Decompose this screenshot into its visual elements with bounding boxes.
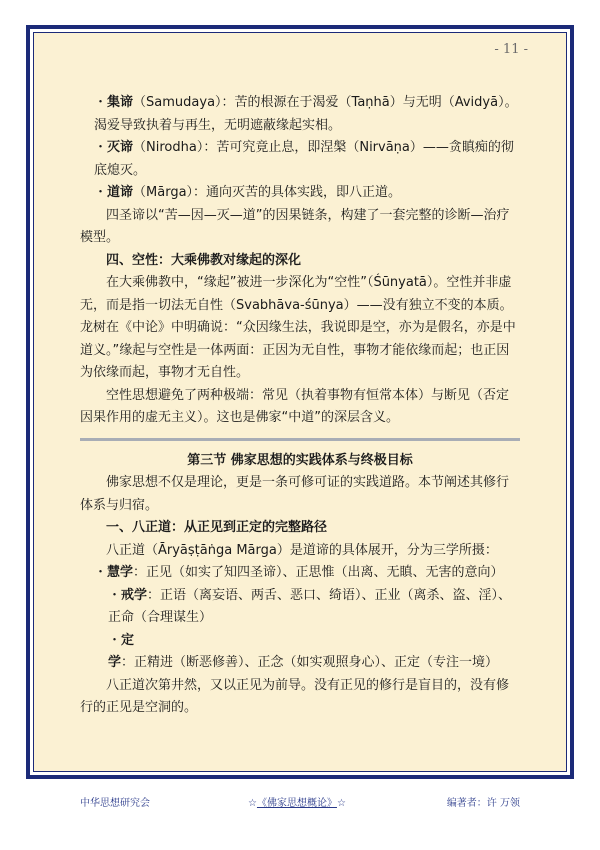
star-icon: ☆	[336, 798, 346, 809]
section-divider	[80, 438, 520, 441]
footer-book-title	[248, 794, 346, 809]
bullet-dot: ・	[94, 140, 108, 155]
text-wisdom: ：正见（如实了知四圣谛）、正思惟（出离、无瞋、无害的意向）	[133, 565, 504, 580]
bullet-marga	[80, 182, 520, 205]
page-content	[80, 92, 520, 720]
term-samudaya: 集谛	[107, 95, 134, 110]
term-wisdom: 慧学	[107, 565, 134, 580]
text-samadhi: ：正精进（断恶修善）、正念（如实观照身心）、正定（专注一境）	[121, 655, 499, 670]
paragraph-four-truths-summary: 四圣谛以“苦—因—灭—道”的因果链条，构建了一套完整的诊断—治疗模型。	[80, 207, 510, 245]
term-nirodha: 灭谛	[107, 140, 134, 155]
footer-book-title-text: 《佛家思想概论》	[256, 798, 337, 809]
text-nirodha: （Nirodha）：苦可究竟止息，即涅槃（Nirvāṇa）——贪瞋痴的彻底熄灭。	[94, 140, 514, 178]
bullet-samudaya	[80, 92, 520, 137]
footer-author: 编著者：许 万领	[446, 798, 520, 809]
page-footer	[80, 794, 520, 812]
text-marga: （Mārga）：通向灭苦的具体实践，即八正道。	[133, 185, 402, 200]
bullet-dot: ・	[94, 95, 108, 110]
bullet-dot: ・	[108, 632, 122, 648]
bullet-samadhi	[80, 630, 520, 675]
footer-organization: 中华思想研究会	[80, 798, 150, 809]
bullet-wisdom	[80, 562, 520, 585]
term-ethics: 戒学	[121, 587, 148, 603]
bullet-dot: ・	[94, 565, 108, 580]
heading-emptiness: 四、空性：大乘佛教对缘起的深化	[106, 252, 302, 268]
term-samadhi: 定学	[108, 632, 135, 670]
paragraph-section-intro: 佛家思想不仅是理论，更是一条可修可证的实践道路。本节阐述其修行体系与归宿。	[80, 475, 510, 513]
heading-eightfold-path: 一、八正道：从正见到正定的完整路径	[106, 520, 328, 535]
paragraph-eightfold-path: 八正道（Āryāṣṭāṅga Mārga）是道谛的具体展开，分为三学所摄：	[106, 542, 498, 558]
bullet-dot: ・	[108, 587, 122, 603]
page-number: - 11 -	[494, 42, 528, 57]
text-samudaya: （Samudaya）：苦的根源在于渴爱（Taṇhā）与无明（Avidyā）。渴爱导致执着与再生，无明遮蔽缘起实相。	[94, 95, 518, 133]
bullet-nirodha	[80, 137, 520, 182]
bullet-ethics	[80, 585, 520, 630]
paragraph-emptiness: 在大乘佛教中，“缘起”被进一步深化为“空性”（Śūnyatā）。空性并非虚无，而是指一切法无自性（Svabhāva-śūnya）——没有独立不变的本质。龙树在《中论》中明确说：“众因缘生法，我说即是空，亦为是假名，亦是中道义。”缘起与空性是一体两面：正因为无自性，事物才能依缘而起；也正因为依缘而起，事物才无自性。	[80, 275, 516, 380]
bullet-dot: ・	[94, 185, 108, 200]
section-title: 第三节 佛家思想的实践体系与终极目标	[187, 452, 413, 468]
term-marga: 道谛	[107, 185, 134, 200]
star-icon: ☆	[248, 798, 257, 809]
text-ethics: ：正语（离妄语、两舌、恶口、绮语）、正业（离杀、盗、淫）、正命（合理谋生）	[108, 587, 512, 625]
paragraph-closing: 八正道次第井然，又以正见为前导。没有正见的修行是盲目的，没有修行的正见是空洞的。	[80, 677, 510, 715]
paragraph-middle-way: 空性思想避免了两种极端：常见（执着事物有恒常本体）与断见（否定因果作用的虚无主义）。这也是佛家“中道”的深层含义。	[80, 387, 510, 425]
